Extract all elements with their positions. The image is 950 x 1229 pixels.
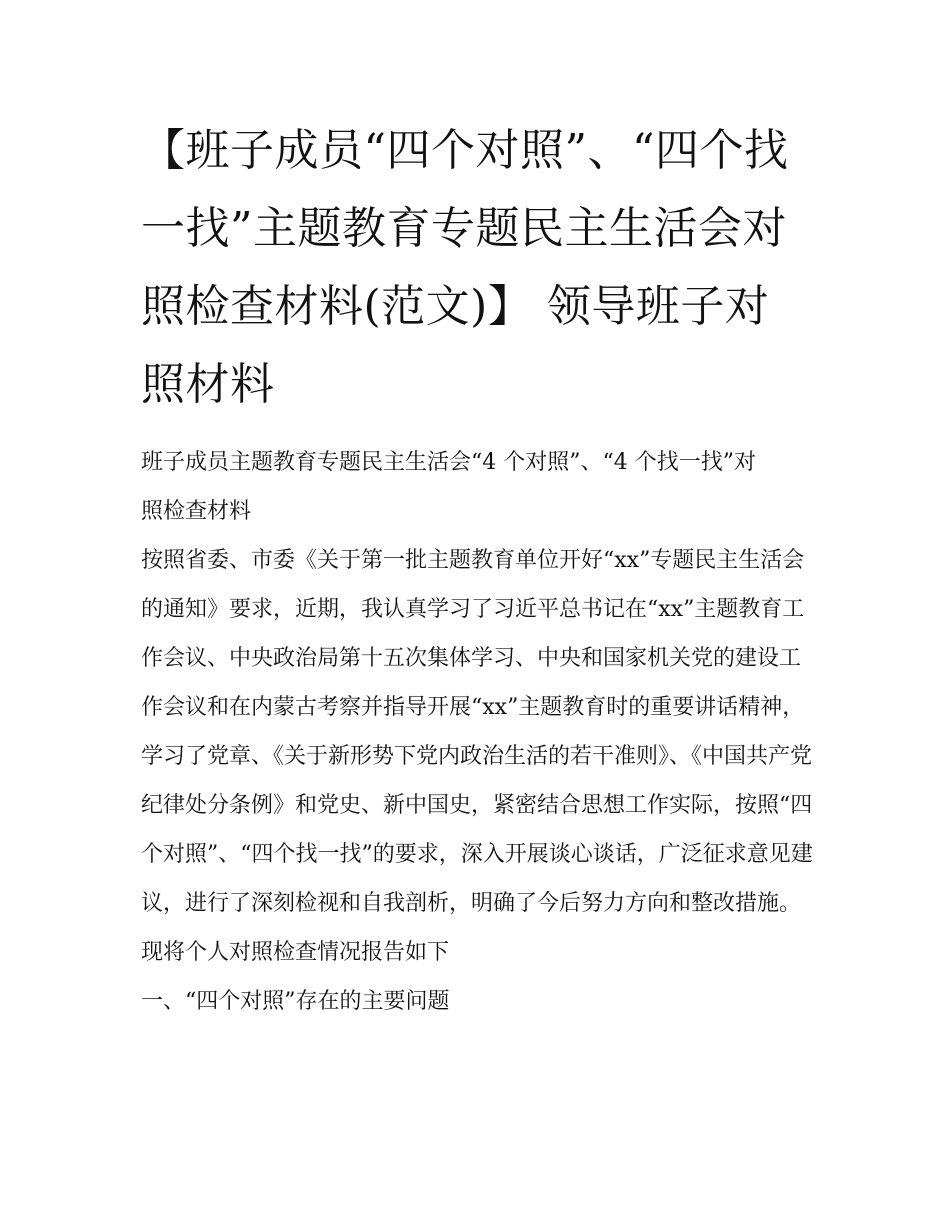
document-page (141, 112, 813, 1026)
body-paragraph: 按照省委、市委《关于第一批主题教育单位开好“xx”专题民主生活会的通知》要求，近期，我认真学习了习近平总书记在“xx”主题教育工作会议、中央政治局第十五次集体学习、中央和国家机关党的建设工作会议和在内蒙古考察并指导开展“xx”主题教育时的重要讲话精神，学习了党章、《关于新形势下党内政治生活的若干准则》、《中国共产党纪律处分条例》和党史、新中国史，紧密结合思想工作实际，按照“四个对照”、“四个找一找”的要求，深入开展谈心谈话，广泛征求意见建议，进行了深刻检视和自我剖析，明确了今后努力方向和整改措施。现将个人对照检查情况报告如下 (141, 548, 813, 965)
section-heading: 一、“四个对照”存在的主要问题 (141, 989, 450, 1014)
document-title: 【班子成员“四个对照”、“四个找一找”主题教育专题民主生活会对照检查材料(范文)】 领导班子对照材料 (141, 125, 789, 410)
document-subtitle: 班子成员主题教育专题民主生活会“4 个对照”、“4 个找一找”对照检查材料 (141, 450, 756, 524)
